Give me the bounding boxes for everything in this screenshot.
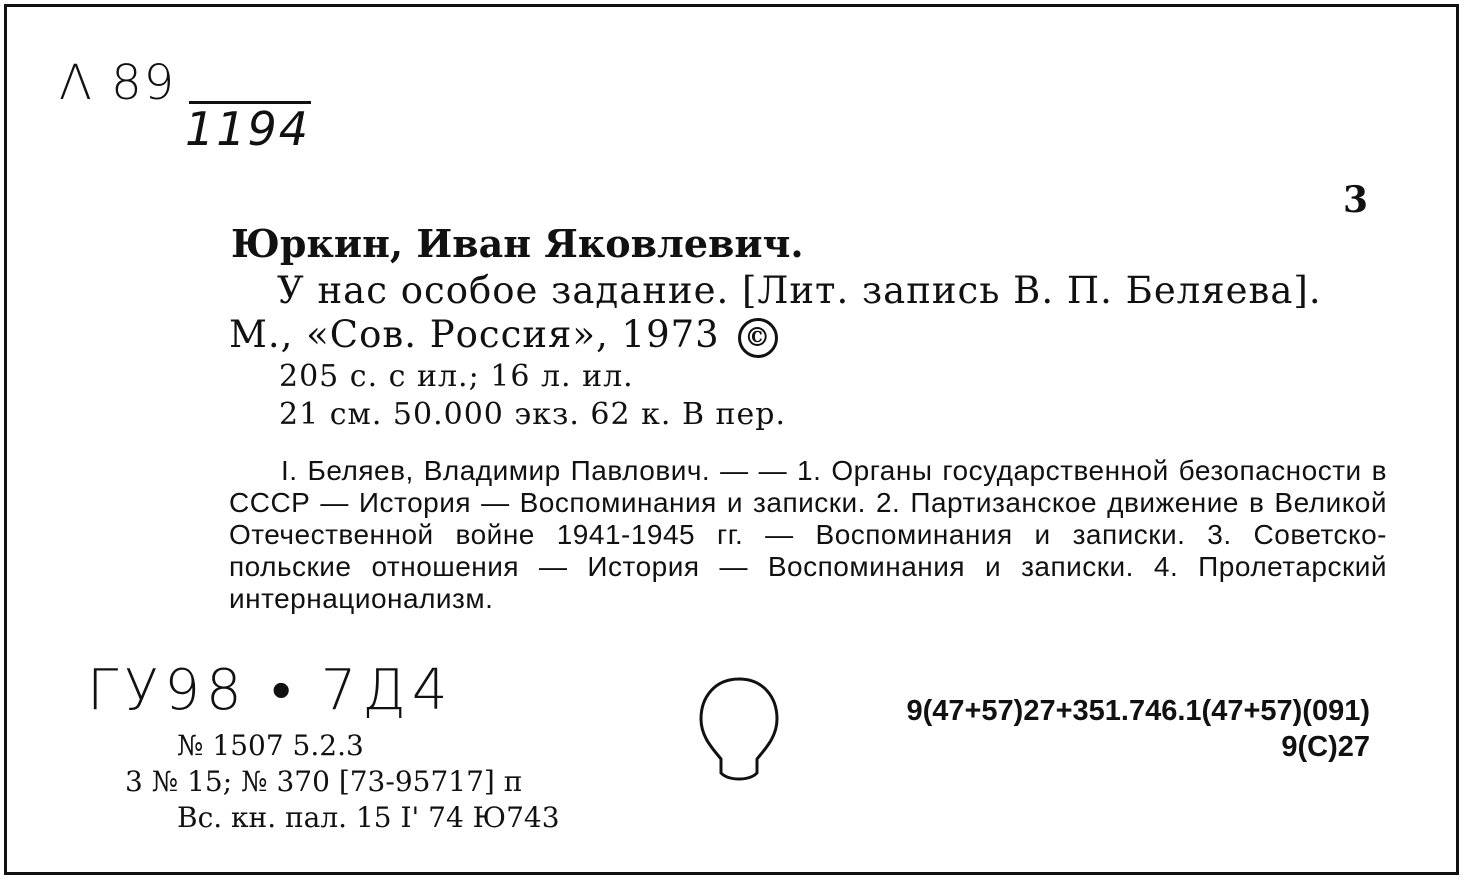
subject-tracings: I. Беляев, Владимир Павлович. — — 1. Органы государственной безопасности в СССР — История — Воспоминания и записки. 2. Партизанское движение в Великой Отечественной войне 1941-1945 гг. — Воспоминания и записки. 3. Советско-польские отношения — История — Воспоминания и записки. 4. Пролетарский интернационализм.	[229, 455, 1387, 614]
classification-index-1: 9(47+57)27+351.746.1(47+57)(091)	[906, 695, 1370, 727]
registry-line: 3 № 15; № 370 [73-95717] п	[125, 765, 523, 798]
book-chamber-line: Вс. кн. пал. 15 I' 74 Ю743	[177, 801, 560, 834]
title-statement: У нас особое задание. [Лит. запись В. П. Беляева].	[277, 269, 1322, 312]
physical-description-1: 205 с. с ил.; 16 л. ил.	[279, 359, 634, 394]
catalog-card	[4, 4, 1459, 875]
imprint	[229, 313, 778, 358]
imprint-text: М., «Сов. Россия», 1973	[229, 313, 720, 356]
inventory-line: № 1507 5.2.3	[177, 729, 364, 762]
card-number: 3	[1342, 179, 1368, 221]
physical-description-2: 21 см. 50.000 экз. 62 к. В пер.	[279, 397, 787, 432]
punch-hole-icon	[695, 675, 783, 787]
classification-index-2: 9(С)27	[1281, 731, 1370, 763]
call-number-bottom: 1194	[185, 102, 311, 156]
copyright-icon: ©	[738, 318, 778, 358]
call-number-top: Λ 89	[59, 55, 177, 111]
handwritten-stamp: ГУ98 • 7Д4	[87, 658, 454, 723]
author-heading: Юркин, Иван Яковлевич.	[231, 221, 804, 266]
